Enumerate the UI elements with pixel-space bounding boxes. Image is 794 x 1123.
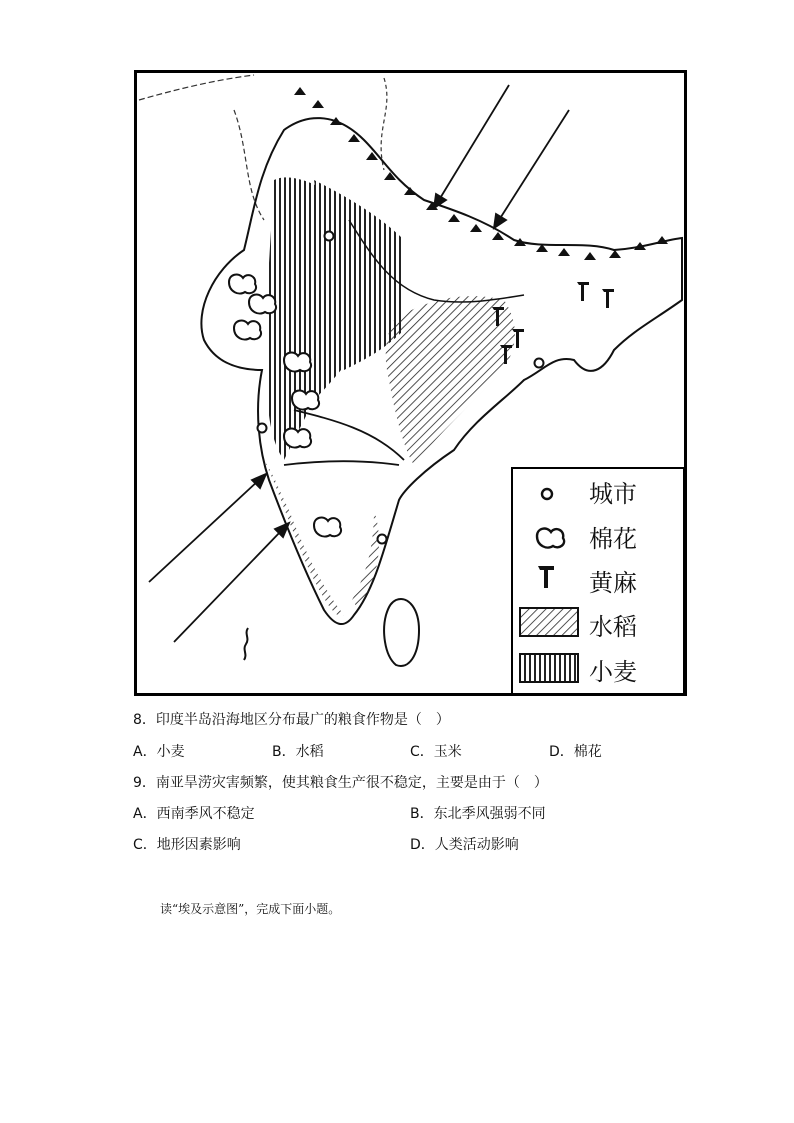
question-9-option-a[interactable]: A．西南季风不稳定	[133, 806, 255, 822]
legend-label-wheat: 小麦	[589, 658, 637, 686]
wheat-hatch	[520, 654, 578, 682]
question-8-option-d[interactable]: D．棉花	[549, 744, 602, 760]
next-section-intro: 读“埃及示意图”，完成下面小题。	[160, 902, 341, 916]
rice-hatch	[520, 608, 578, 636]
city-icon	[542, 489, 552, 499]
south-asia-crop-map	[134, 70, 687, 696]
legend-label-cotton: 棉花	[589, 525, 637, 553]
question-9-option-b[interactable]: B．东北季风强弱不同	[410, 806, 546, 822]
cotton-icon	[537, 529, 564, 548]
legend-label-jute: 黄麻	[589, 569, 637, 597]
question-8-option-a[interactable]: A．小麦	[133, 744, 185, 760]
map-legend	[512, 468, 684, 694]
question-8-option-c[interactable]: C．玉米	[410, 744, 462, 760]
question-9-option-c[interactable]: C．地形因素影响	[133, 837, 241, 853]
question-9-option-d[interactable]: D．人类活动影响	[410, 837, 519, 853]
question-8-stem: 8．印度半岛沿海地区分布最广的粮食作物是（ ）	[133, 712, 450, 728]
question-8-option-b[interactable]: B．水稻	[272, 744, 324, 760]
legend-label-city: 城市	[589, 480, 637, 508]
question-9-stem: 9．南亚旱涝灾害频繁，使其粮食生产很不稳定，主要是由于（ ）	[133, 775, 548, 791]
legend-label-rice: 水稻	[589, 613, 637, 641]
